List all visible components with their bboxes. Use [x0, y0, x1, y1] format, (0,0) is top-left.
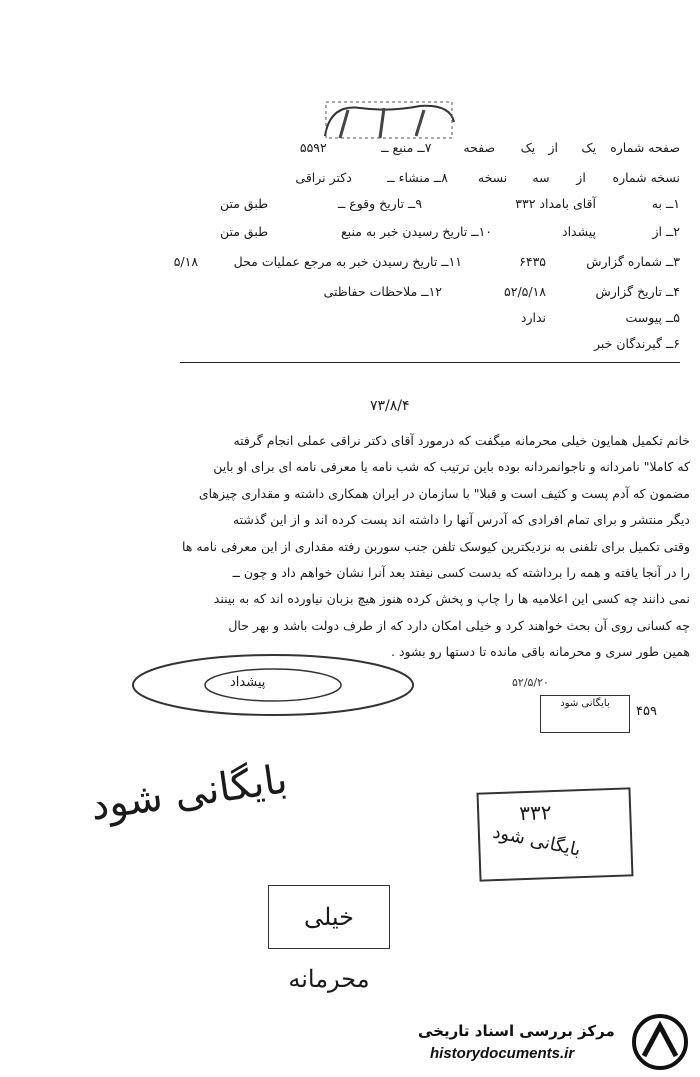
received-by-source-label: ۱۰ــ تاریخ رسیدن خبر به منبع	[341, 224, 493, 239]
page-unit-label: صفحه	[463, 140, 496, 155]
header-row-8	[594, 336, 680, 351]
separator-line	[180, 362, 680, 363]
source-value: ۵۵۹۲	[299, 140, 327, 155]
stamp-date: ۵۲/۵/۲۰	[512, 676, 549, 689]
received-by-operations-label: ۱۱ــ تاریخ رسیدن خبر به مرجع عملیات محل	[233, 254, 463, 269]
archive-stamp-box	[476, 787, 633, 881]
header-row-2	[280, 170, 680, 185]
recipients-label: ۶ــ گیرندگان خبر	[594, 336, 680, 351]
header-row-6	[324, 284, 680, 299]
report-number-label: ۳ــ شماره گزارش	[586, 254, 680, 269]
oval-stamp	[128, 650, 418, 720]
report-date-label: ۴ــ تاریخ گزارش	[595, 284, 680, 299]
page-number-value: یک	[581, 140, 597, 155]
attachment-label: ۵ــ پیوست	[625, 310, 680, 325]
report-number-value: ۶۴۳۵	[519, 254, 547, 269]
body-line: خانم تکمیل همایون خیلی محرمانه میگفت که درمورد آقای دکتر نراقی عملی انجام گرفته	[233, 433, 690, 448]
body-line: دیگر منتشر و برای تمام افرادی که آدرس آنها را داشته اند پست کرده اند و از این گذشته	[232, 512, 690, 528]
top-stamp	[320, 98, 458, 142]
logo-url[interactable]: historydocuments.ir	[430, 1045, 575, 1062]
stamp-side-number: ۴۵۹	[636, 704, 657, 719]
logo-icon	[630, 1012, 690, 1072]
body-line: همین طور سری و محرمانه باقی مانده تا دستها رو بشود .	[391, 644, 690, 660]
body-line: چه کسانی روی آن بحث خواهند کرد و خیلی امکان دارد که از طرف دولت باشد و بهر حال	[228, 617, 690, 633]
event-date-label: ۹ــ تاریخ وقوع ــ	[337, 196, 423, 211]
body-line: مضمون که آدم پست و کثیف است و قبلا" با سازمان در ایران همکاری داشته و مقداری چیزهای	[198, 485, 690, 501]
page-total-value: یک	[520, 140, 536, 155]
from-value: پیشداد	[562, 224, 597, 239]
header-row-3	[220, 196, 680, 211]
origin-value: دکتر نراقی	[295, 170, 352, 185]
to-value: آقای بامداد ۳۳۲	[515, 196, 597, 211]
oval-stamp-label: پیشداد	[230, 675, 266, 690]
copy-unit-label: نسخه	[477, 170, 508, 185]
header-row-4	[220, 224, 680, 239]
from-label: ۲ــ از	[652, 224, 680, 239]
header-row-5	[174, 254, 680, 269]
received-by-operations-value: ۵/۱۸	[173, 254, 199, 269]
to-label: ۱ــ به	[651, 196, 680, 211]
security-notes-label: ۱۲ــ ملاحظات حفاظتی	[323, 284, 443, 299]
source-label: ۷ــ منبع ــ	[381, 140, 432, 155]
body-line: وقتی تکمیل برای تلفنی به نزدیکترین کیوسک تلفن جنب سوربن رفته مقداری از این معرفی نامه ها	[181, 538, 690, 554]
archive-stamp-text: بایگانی شود	[491, 821, 583, 861]
body-line: را در آنجا یافته و همه را برداشته که بدست کسی نیفتد بعد آنرا نشان خواهم داد و چون ــ	[232, 565, 690, 581]
header-row-1	[269, 140, 680, 155]
of-label: از	[576, 170, 586, 185]
of-label: از	[548, 140, 558, 155]
origin-label: ۸ــ منشاء ــ	[387, 170, 448, 185]
body-line: که کاملا" نامردانه و ناجوانمردانه بوده باین ترتیب که شب نامه یا معرفی نامه ای برای او باین	[213, 459, 690, 475]
copy-number-label: نسخه شماره	[612, 170, 680, 185]
report-date-value: ۵۲/۵/۱۸	[504, 284, 547, 299]
classification-stamp: خیلی محرمانه	[268, 885, 390, 949]
document-date: ۷۳/۸/۴	[370, 398, 410, 414]
archive-stamp-number: ۳۳۲	[518, 800, 552, 826]
archive-stamp-small: بایگانی شود	[540, 695, 630, 733]
received-by-source-value: طبق متن	[219, 224, 269, 239]
copy-total-value: سه	[532, 170, 550, 185]
attachment-value: ندارد	[520, 310, 547, 325]
page-number-label: صفحه شماره	[610, 140, 680, 155]
event-date-value: طبق متن	[219, 196, 269, 211]
handwritten-note: بایگانی شود	[87, 756, 291, 830]
report-body	[105, 428, 690, 666]
header-row-7	[521, 310, 680, 325]
body-line: نمی دانند چه کسی این اعلامیه ها را چاپ و پخش کرده هنوز هیچ بزبان نیاورده اند که به بینند	[213, 591, 690, 607]
logo-text: مرکز بررسی اسناد تاریخی	[418, 1022, 615, 1040]
